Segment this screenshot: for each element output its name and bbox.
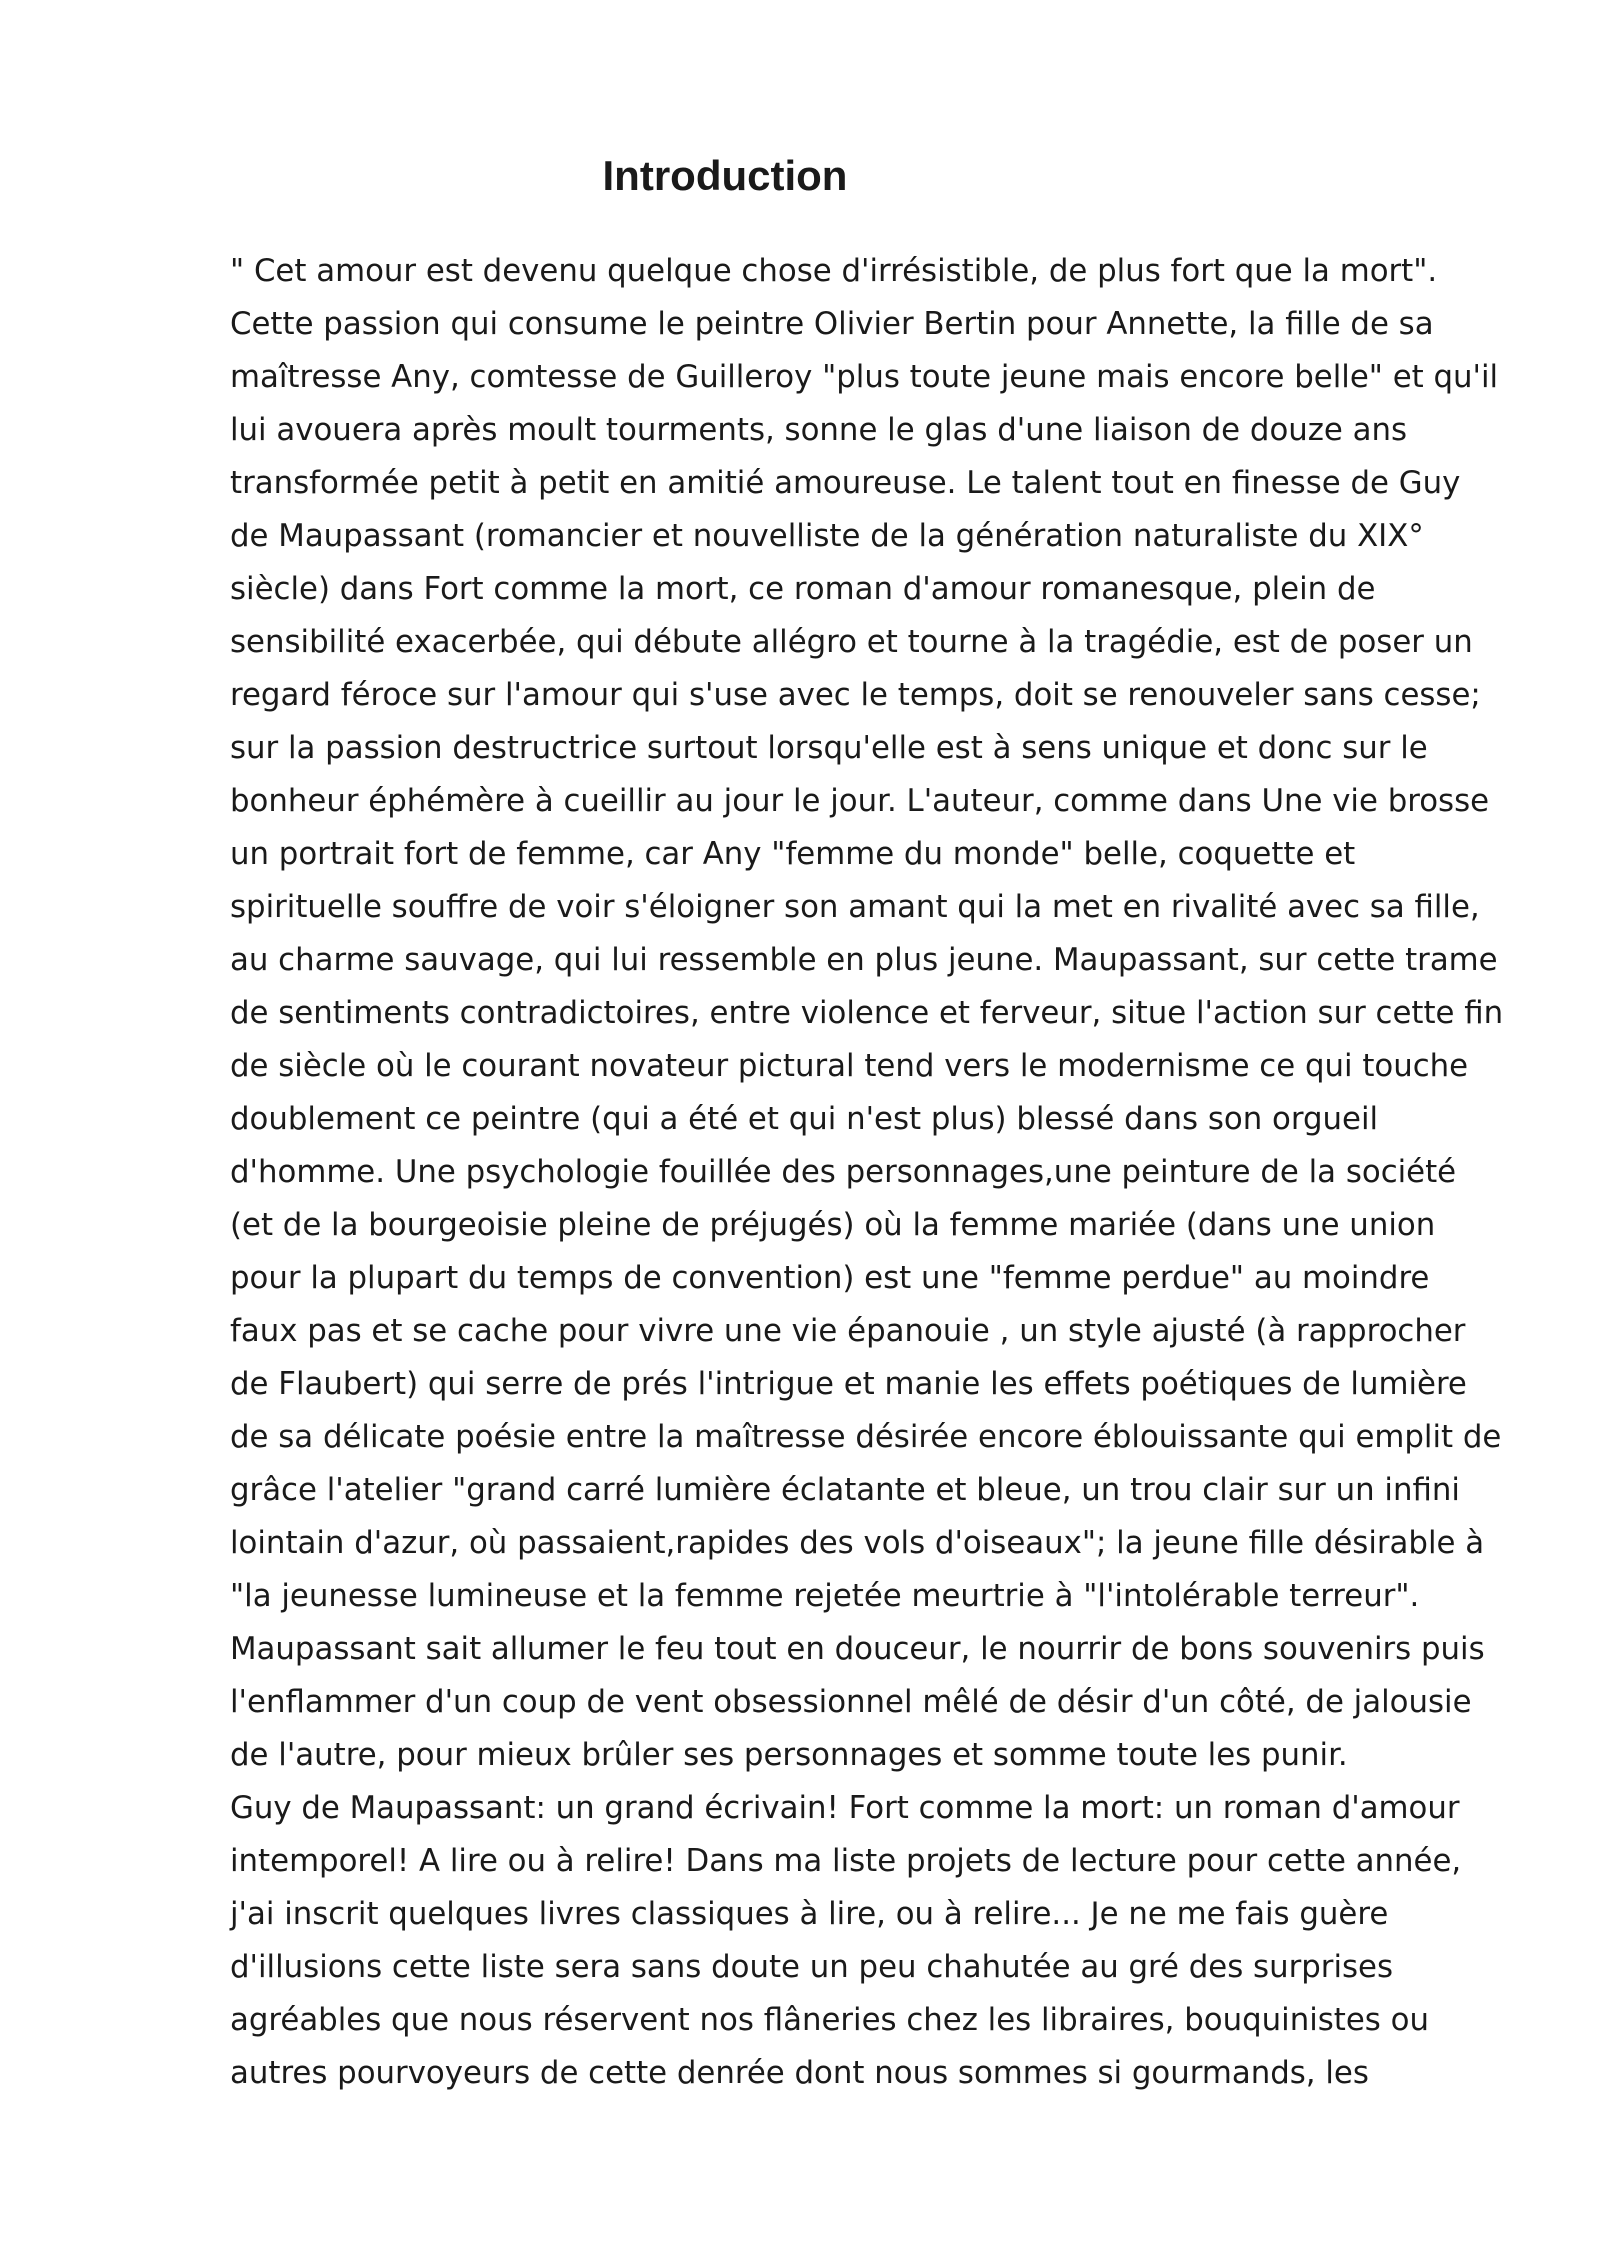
body-line: autres pourvoyeurs de cette denrée dont nous sommes si gourmands, les — [230, 2055, 1369, 2091]
body-line: de sa délicate poésie entre la maîtresse désirée encore éblouissante qui emplit de — [230, 1419, 1502, 1455]
body-line: au charme sauvage, qui lui ressemble en plus jeune. Maupassant, sur cette trame — [230, 942, 1498, 978]
body-line: "la jeunesse lumineuse et la femme rejetée meurtrie à "l'intolérable terreur". — [230, 1578, 1420, 1614]
body-line: de siècle où le courant novateur pictural tend vers le modernisme ce qui touche — [230, 1048, 1469, 1084]
body-line: un portrait fort de femme, car Any "femme du monde" belle, coquette et — [230, 836, 1356, 872]
body-line: " Cet amour est devenu quelque chose d'irrésistible, de plus fort que la mort". — [230, 253, 1438, 289]
document-body — [230, 245, 1510, 2100]
body-line: pour la plupart du temps de convention) est une "femme perdue" au moindre — [230, 1260, 1430, 1296]
body-line: Guy de Maupassant: un grand écrivain! Fort comme la mort: un roman d'amour — [230, 1790, 1460, 1826]
body-line: sensibilité exacerbée, qui débute allégro et tourne à la tragédie, est de poser un — [230, 624, 1473, 660]
body-line: doublement ce peintre (qui a été et qui n'est plus) blessé dans son orgueil — [230, 1101, 1379, 1137]
body-line: j'ai inscrit quelques livres classiques à lire, ou à relire... Je ne me fais guère — [230, 1896, 1389, 1932]
body-line: de l'autre, pour mieux brûler ses personnages et somme toute les punir. — [230, 1737, 1348, 1773]
body-line: regard féroce sur l'amour qui s'use avec le temps, doit se renouveler sans cesse; — [230, 677, 1481, 713]
body-line: grâce l'atelier "grand carré lumière éclatante et bleue, un trou clair sur un infini — [230, 1472, 1460, 1508]
body-line: intemporel! A lire ou à relire! Dans ma liste projets de lecture pour cette année, — [230, 1843, 1462, 1879]
body-line: (et de la bourgeoisie pleine de préjugés) où la femme mariée (dans une union — [230, 1207, 1436, 1243]
body-line: de Flaubert) qui serre de prés l'intrigue et manie les effets poétiques de lumière — [230, 1366, 1467, 1402]
body-line: agréables que nous réservent nos flâneries chez les libraires, bouquinistes ou — [230, 2002, 1429, 2038]
body-line: d'homme. Une psychologie fouillée des personnages,une peinture de la société — [230, 1154, 1457, 1190]
body-line: Maupassant sait allumer le feu tout en douceur, le nourrir de bons souvenirs puis — [230, 1631, 1485, 1667]
body-line: spirituelle souffre de voir s'éloigner son amant qui la met en rivalité avec sa fille, — [230, 889, 1480, 925]
body-line: sur la passion destructrice surtout lorsqu'elle est à sens unique et donc sur le — [230, 730, 1428, 766]
body-line: l'enflammer d'un coup de vent obsessionnel mêlé de désir d'un côté, de jalousie — [230, 1684, 1472, 1720]
body-line: Cette passion qui consume le peintre Olivier Bertin pour Annette, la fille de sa — [230, 306, 1434, 342]
body-line: de Maupassant (romancier et nouvelliste de la génération naturaliste du XIX° — [230, 518, 1424, 554]
document-title: Introduction — [602, 152, 848, 199]
body-line: faux pas et se cache pour vivre une vie épanouie , un style ajusté (à rapprocher — [230, 1313, 1466, 1349]
body-line: transformée petit à petit en amitié amoureuse. Le talent tout en finesse de Guy — [230, 465, 1461, 501]
body-line: siècle) dans Fort comme la mort, ce roman d'amour romanesque, plein de — [230, 571, 1376, 607]
body-line: lui avouera après moult tourments, sonne le glas d'une liaison de douze ans — [230, 412, 1408, 448]
body-line: lointain d'azur, où passaient,rapides des vols d'oiseaux"; la jeune fille désirable à — [230, 1525, 1485, 1561]
body-line: de sentiments contradictoires, entre violence et ferveur, situe l'action sur cette fin — [230, 995, 1504, 1031]
body-line: bonheur éphémère à cueillir au jour le jour. L'auteur, comme dans Une vie brosse — [230, 783, 1490, 819]
body-line: maîtresse Any, comtesse de Guilleroy "plus toute jeune mais encore belle" et qu'il — [230, 359, 1499, 395]
body-line: d'illusions cette liste sera sans doute un peu chahutée au gré des surprises — [230, 1949, 1394, 1985]
